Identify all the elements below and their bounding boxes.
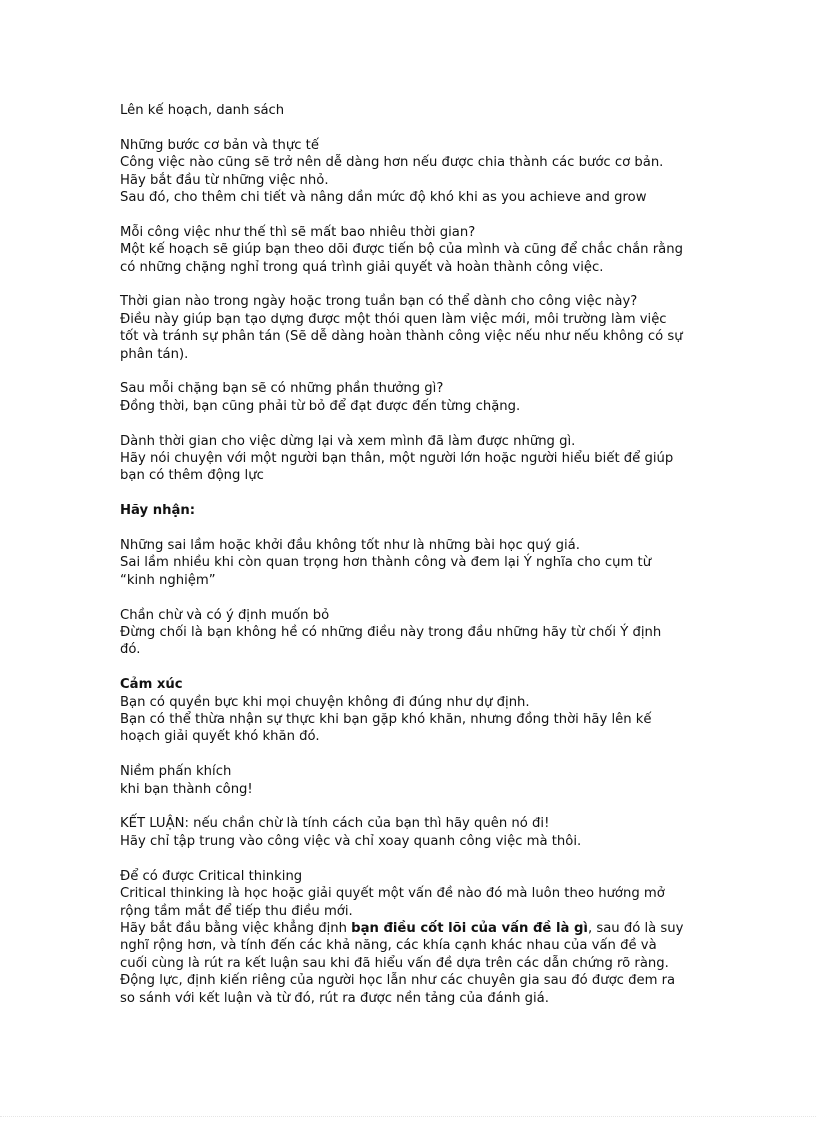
text-run: Hãy bắt đầu bằng việc khẳng định (120, 920, 352, 936)
bold-text-run: bạn điều cốt lõi của vấn đề là gì (351, 920, 588, 936)
text-line: Một kế hoạch sẽ giúp bạn theo dõi được tiến bộ của mình và cũng để chắc chắn rằng (120, 242, 683, 258)
section-heading-accept: Hãy nhận: (120, 503, 196, 519)
text-line: Mỗi công việc như thế thì sẽ mất bao nhiêu thời gian? (120, 224, 476, 240)
text-line: “kinh nghiệm” (120, 572, 216, 588)
text-line: Công việc nào cũng sẽ trở nên dễ dàng hơn nếu được chia thành các bước cơ bản. (120, 155, 664, 171)
text-line: khi bạn thành công! (120, 781, 253, 797)
text-line: rộng tầm mắt để tiếp thu điều mới. (120, 903, 353, 919)
text-line: Đồng thời, bạn cũng phải từ bỏ để đạt được đến từng chặng. (120, 398, 521, 414)
text-line: nghĩ rộng hơn, và tính đến các khả năng, các khía cạnh khác nhau của vấn đề và (120, 938, 657, 954)
paragraph-hesitation (120, 607, 710, 659)
text-line: KẾT LUẬN: nếu chần chừ là tính cách của bạn thì hãy quên nó đi! (120, 816, 550, 832)
text-line-mixed (120, 920, 710, 937)
text-line: Những bước cơ bản và thực tế (120, 137, 319, 153)
paragraph-emotions (120, 676, 710, 746)
paragraph-time-of-day (120, 293, 710, 363)
paragraph-time-per-task (120, 224, 710, 276)
paragraph-excitement (120, 763, 710, 798)
text-line: phân tán). (120, 346, 189, 362)
paragraph-conclusion (120, 815, 710, 850)
text-line: Đừng chối là bạn không hề có những điều này trong đầu những hãy từ chối Ý định (120, 625, 662, 641)
text-line: Sau đó, cho thêm chi tiết và nâng dần mức độ khó khi as you achieve and grow (120, 190, 647, 206)
document-title-block (120, 102, 710, 119)
paragraph-basic-steps (120, 137, 710, 207)
page-bottom-divider (0, 1116, 816, 1117)
paragraph-critical-thinking (120, 868, 710, 1007)
document-body (120, 102, 710, 1024)
text-line: Bạn có quyền bực khi mọi chuyện không đi đúng như dự định. (120, 694, 530, 710)
paragraph-mistakes (120, 537, 710, 589)
text-line: Hãy bắt đầu từ những việc nhỏ. (120, 172, 329, 188)
text-line: Chần chừ và có ý định muốn bỏ (120, 607, 330, 623)
text-line: có những chặng nghỉ trong quá trình giải quyết và hoàn thành công việc. (120, 259, 604, 275)
text-line: so sánh với kết luận và từ đó, rút ra được nền tảng của đánh giá. (120, 990, 549, 1006)
text-line: Dành thời gian cho việc dừng lại và xem mình đã làm được những gì. (120, 433, 576, 449)
text-line: Hãy chỉ tập trung vào công việc và chỉ xoay quanh công việc mà thôi. (120, 833, 582, 849)
section-accept-heading-block (120, 502, 710, 519)
paragraph-pause-review (120, 433, 710, 485)
text-line: Niềm phấn khích (120, 764, 232, 780)
text-line: Sau mỗi chặng bạn sẽ có những phần thưởng gì? (120, 381, 444, 397)
text-line: tốt và tránh sự phân tán (Sẽ dễ dàng hoàn thành công việc nếu như nếu không có sự (120, 329, 683, 345)
text-line: đó. (120, 642, 141, 658)
text-line: Những sai lầm hoặc khởi đầu không tốt như là những bài học quý giá. (120, 538, 580, 554)
text-line: Critical thinking là học hoặc giải quyết một vấn đề nào đó mà luôn theo hướng mở (120, 886, 665, 902)
text-line: Hãy nói chuyện với một người bạn thân, một người lớn hoặc người hiểu biết để giúp (120, 451, 674, 467)
text-line: Bạn có thể thừa nhận sự thực khi bạn gặp khó khăn, nhưng đồng thời hãy lên kế (120, 712, 652, 728)
text-line: hoạch giải quyết khó khăn đó. (120, 729, 320, 745)
text-line: Sai lầm nhiều khi còn quan trọng hơn thành công và đem lại Ý nghĩa cho cụm từ (120, 555, 652, 571)
text-line: Điều này giúp bạn tạo dựng được một thói quen làm việc mới, môi trường làm việc (120, 311, 667, 327)
text-line: bạn có thêm động lực (120, 468, 264, 484)
document-title: Lên kế hoạch, danh sách (120, 103, 285, 118)
text-line: Để có được Critical thinking (120, 868, 303, 884)
section-heading-emotion: Cảm xúc (120, 677, 183, 693)
text-line: Thời gian nào trong ngày hoặc trong tuần bạn có thể dành cho công việc này? (120, 294, 638, 310)
text-line: Động lực, định kiến riêng của người học lẫn như các chuyên gia sau đó được đem ra (120, 973, 676, 989)
paragraph-rewards (120, 380, 710, 415)
text-run: , sau đó là suy (587, 920, 684, 936)
text-line: cuối cùng là rút ra kết luận sau khi đã hiểu vấn đề dựa trên các dẫn chứng rõ ràng. (120, 955, 669, 971)
